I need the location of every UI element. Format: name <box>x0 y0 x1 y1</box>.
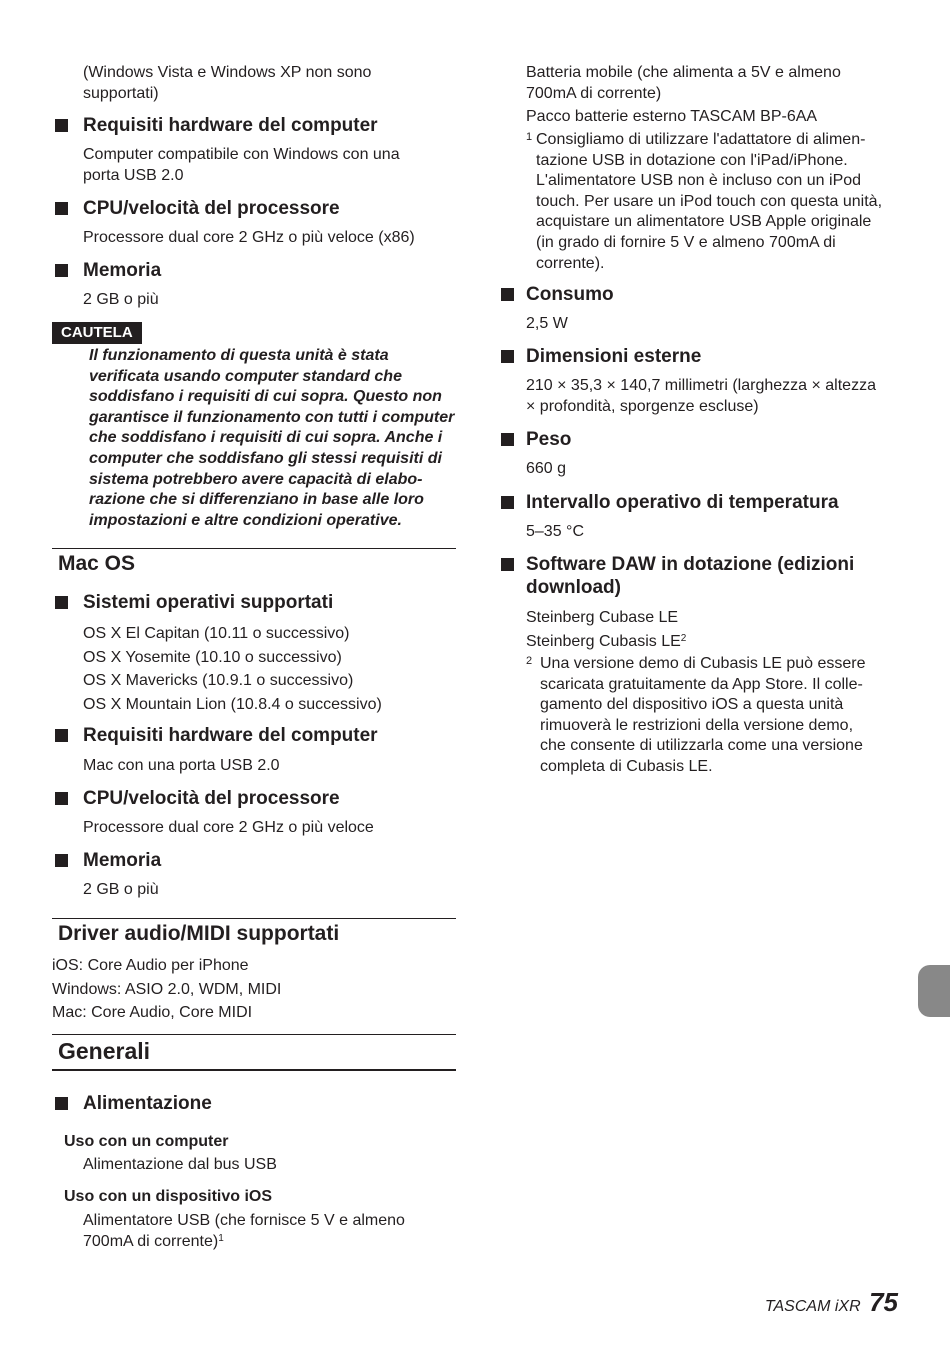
footnote-ref: 2 <box>680 632 687 644</box>
mac-os-heading: Mac OS <box>58 552 136 575</box>
section-divider <box>52 1069 456 1071</box>
consumption-heading: Consumo <box>498 283 908 307</box>
win-hardware-heading: Requisiti hardware del computer <box>52 114 456 138</box>
dimensions-text: 210 × 35,3 × 140,7 millimetri (larghezza × altezza × profondità, sporgenze escluse) <box>526 377 876 415</box>
win-hardware-text: Computer compatibile con Windows con una porta USB 2.0 <box>83 146 400 184</box>
mac-hardware-text: Mac con una porta USB 2.0 <box>83 757 280 774</box>
computer-use-text: Alimentazione dal bus USB <box>83 1156 277 1173</box>
square-bullet-icon <box>55 596 68 609</box>
mac-hardware-heading: Requisiti hardware del computer <box>52 724 456 748</box>
footer-brand: TASCAM iXR <box>764 1298 861 1315</box>
mac-cpu-text: Processore dual core 2 GHz o più veloce <box>83 819 374 836</box>
square-bullet-icon <box>55 119 68 132</box>
section-divider <box>52 1034 456 1035</box>
footnote-ref: 1 <box>218 1232 224 1244</box>
temperature-heading: Intervallo operativo di temperatura <box>498 491 908 515</box>
mac-cpu-heading: CPU/velocità del processore <box>52 787 456 811</box>
win-cpu-heading: CPU/velocità del processore <box>52 197 456 221</box>
weight-heading: Peso <box>498 428 908 452</box>
daw-heading: Software DAW in dotazione (edizioni download) <box>498 553 908 601</box>
win-memory-heading: Memoria <box>52 259 456 283</box>
consumption-text: 2,5 W <box>526 315 568 332</box>
square-bullet-icon <box>55 729 68 742</box>
square-bullet-icon <box>55 1097 68 1110</box>
general-heading: Generali <box>58 1038 151 1064</box>
square-bullet-icon <box>55 792 68 805</box>
section-divider <box>52 548 456 549</box>
caution-badge: CAUTELA <box>52 322 142 344</box>
driver-list: iOS: Core Audio per iPhone Windows: ASIO 2.0, WDM, MIDI Mac: Core Audio, Core MIDI <box>52 957 282 1022</box>
dimensions-heading: Dimensioni esterne <box>498 345 908 369</box>
temperature-text: 5–35 °C <box>526 523 584 540</box>
win-memory-text: 2 GB o più <box>83 291 159 308</box>
computer-use-subheading: Uso con un computer <box>64 1133 229 1150</box>
square-bullet-icon <box>501 433 514 446</box>
os-note: (Windows Vista e Windows XP non sono supportati) <box>83 64 372 102</box>
win-cpu-text: Processore dual core 2 GHz o più veloce (x86) <box>83 229 415 246</box>
square-bullet-icon <box>55 202 68 215</box>
driver-heading: Driver audio/MIDI supportati <box>58 922 340 945</box>
mac-os-list: OS X El Capitan (10.11 o successivo) OS X Yosemite (10.10 o successivo) OS X Mavericks (10.9.1 o successivo) OS X Mountain Lion (10.8.4 o successivo) <box>83 625 382 713</box>
ios-use-subheading: Uso con un dispositivo iOS <box>64 1188 273 1205</box>
square-bullet-icon <box>55 854 68 867</box>
page-footer <box>765 1287 898 1318</box>
square-bullet-icon <box>501 496 514 509</box>
weight-text: 660 g <box>526 460 567 477</box>
square-bullet-icon <box>501 350 514 363</box>
daw-list: Steinberg Cubase LE Steinberg Cubasis $LE^2$ <box>526 609 687 650</box>
square-bullet-icon <box>501 288 514 301</box>
mac-os-supported-heading: Sistemi operativi supportati <box>52 591 456 615</box>
page-number: 75 <box>869 1287 898 1317</box>
caution-text: Il funzionamento di questa unità è stata verificata usando computer standard che soddisfano i requisiti di cui sopra. Questo non garantisce il funzionamento con tutti i computer che soddisfano i requisiti di cui sopra. Anche i computer che soddisfano gli stessi requisiti di sistema potrebbero avere capacità di elabo- razione che si differenziano in base alle loro impostazioni e altre condizioni operative. <box>89 347 455 529</box>
section-divider <box>52 918 456 919</box>
power-heading: Alimentazione <box>52 1092 456 1116</box>
mac-memory-text: 2 GB o più <box>83 881 159 898</box>
ios-use-text: Alimentatore USB (che fornisce 5 V e almeno 700mA di corrente)$^1$ <box>83 1212 405 1250</box>
battery-pack-text: Pacco batterie esterno TASCAM BP-6AA <box>526 108 818 125</box>
section-thumb-tab <box>918 965 950 1017</box>
battery-text: Batteria mobile (che alimenta a 5V e almeno 700mA di corrente) <box>526 64 841 102</box>
square-bullet-icon <box>55 264 68 277</box>
mac-memory-heading: Memoria <box>52 849 456 873</box>
square-bullet-icon <box>501 558 514 571</box>
